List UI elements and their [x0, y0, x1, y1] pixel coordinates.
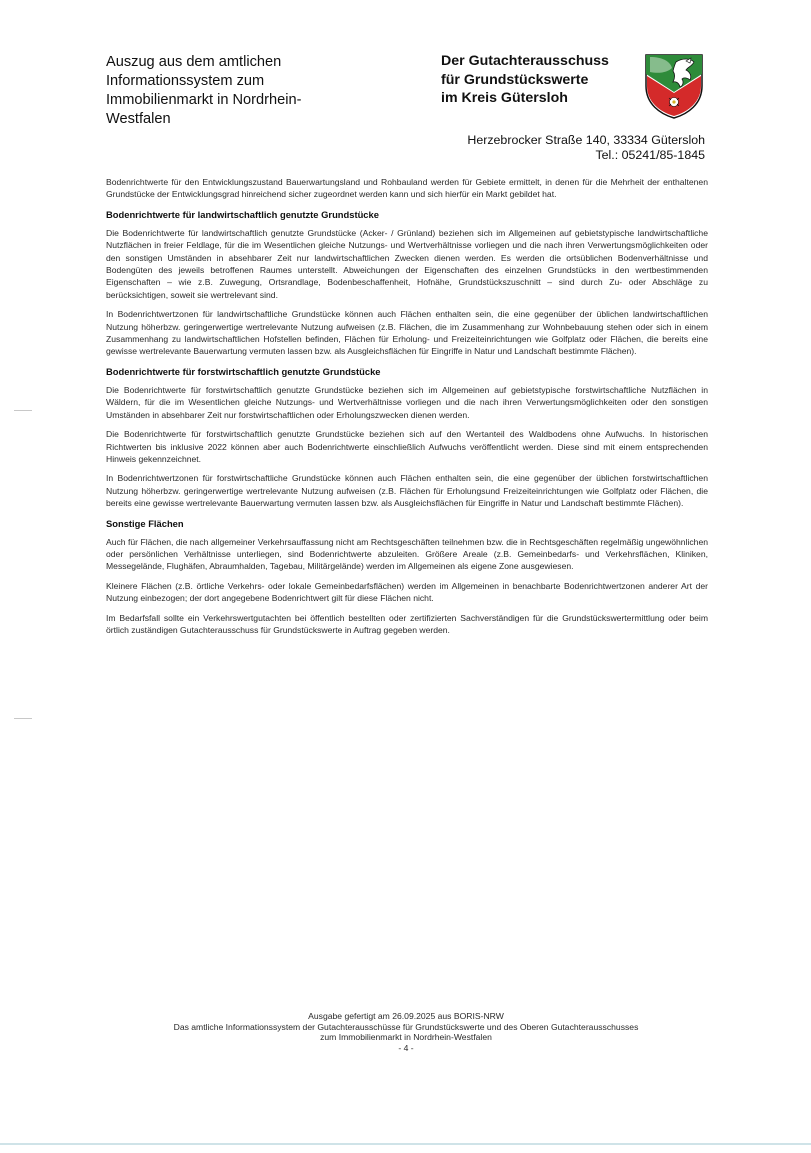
section-heading-agriculture: Bodenrichtwerte für landwirtschaftlich genutzte Grundstücke [106, 208, 379, 220]
source-title [106, 53, 356, 129]
phone-line: Tel.: 05241/85-1845 [595, 148, 705, 162]
page-number: - 4 - [398, 1042, 414, 1053]
paragraph: Die Bodenrichtwerte für forstwirtschaftlich genutzte Grundstücke beziehen sich auf den Wertanteil des Waldbodens ohne Aufwuchs. In historischen Richtwerten bis inklusive 2022 können aber auch Bodenrichtwerte einschließlich Aufwuchs veröffentlicht werden. Diese sind mit einem entsprechenden Hinweis gekennzeichnet. [106, 429, 708, 464]
source-title-line: Informationssystem zum [106, 73, 265, 89]
issuer-title-line: für Grundstückswerte [441, 71, 589, 88]
source-title-line: Auszug aus dem amtlichen [106, 54, 282, 70]
scan-edge-line [0, 1143, 811, 1145]
issuer-title [441, 52, 641, 108]
address-line: Herzebrocker Straße 140, 33334 Gütersloh [467, 133, 705, 147]
paragraph: Die Bodenrichtwerte für landwirtschaftlich genutzte Grundstücke (Acker- / Grünland) beziehen sich im Allgemeinen auf gebietstypische landwirtschaftliche Nutzflächen in freier Feldlage, für die im Wesentlichen gleiche Nutzungs- und Wertverhältnisse vorliegen und die nach ihren Verwertungsmöglichkeiten oder den sonstigen Umständen in absehbarer Zeit nur landwirtschaftlichen Zwecken dienen werden. Es werden die ortsüblichen Bodenverhältnisse und Bodengüten des jeweils betroffenen Raumes unterstellt. Abweichungen der Eigenschaften des einzelnen Grundstücks in den wertbestimmenden Eigenschaften – wie z.B. Zuwegung, Ortsrandlage, Bodenbeschaffenheit, Hofnähe, Grundstückszuschnitt – sind durch Zu- oder Abschläge zu berücksichtigen, soweit sie wertrelevant sind. [106, 227, 708, 300]
section-heading-other: Sonstige Flächen [106, 517, 184, 529]
document-body [106, 176, 708, 643]
footer-line: Das amtliche Informationssystem der Gutachterausschüsse für Grundstückswerte und des Oberen Gutachterausschusses [173, 1021, 639, 1032]
issuer-title-line: Der Gutachterausschuss [441, 53, 609, 69]
section-heading-forestry: Bodenrichtwerte für forstwirtschaftlich genutzte Grundstücke [106, 365, 381, 377]
footer-line: zum Immobilienmarkt in Nordrhein-Westfalen [320, 1032, 492, 1043]
source-title-line: Westfalen [106, 111, 171, 127]
footer-line: Ausgabe gefertigt am 26.09.2025 aus BORIS-NRW [308, 1011, 504, 1021]
paragraph: Kleinere Flächen (z.B. örtliche Verkehrs- oder lokale Gemeinbedarfsflächen) werden im Allgemeinen in benachbarte Bodenrichtwertzonen anderer Art der Nutzung einbezogen; der dort angegebene Bodenrichtwert gilt für diese Flächen nicht. [106, 580, 708, 604]
punch-mark [14, 410, 32, 411]
paragraph: Im Bedarfsfall sollte ein Verkehrswertgutachten bei öffentlich bestellten oder zertifizierten Sachverständigen für die Grundstückswertermittlung oder beim örtlich zuständigen Gutachterausschuss für Grundstückswerte in Auftrag gegeben werden. [106, 612, 708, 635]
issuer-address [467, 133, 705, 163]
page-footer [100, 1011, 712, 1053]
paragraph: In Bodenrichtwertzonen für forstwirtschaftliche Grundstücke können auch Flächen enthalten sein, die eine gegenüber der üblichen forstwirtschaftlichen Nutzung höherbzw. geringerwertige wertrelevante Nutzung aufweisen (z.B. Flächen für Erholungsund Freizeiteinrichtungen wie Golfplatz oder Flächen, die bereits eine gewisse wertrelevante Bauerwartung vermuten lassen bzw. als Ausgleichsflächen für Eingriffe in Natur und Landschaft bestimmte Flächen). [106, 473, 708, 509]
issuer-title-line: im Kreis Gütersloh [441, 90, 568, 106]
intro-paragraph: Bodenrichtwerte für den Entwicklungszustand Bauerwartungsland und Rohbauland werden für Gebiete ermittelt, in denen für die Mehrheit der enthaltenen Grundstücke der Entwicklungsgrad hinreichend sicher zugeordnet werden kann und sich hierfür ein Markt gebildet hat. [106, 177, 708, 200]
paragraph: Auch für Flächen, die nach allgemeiner Verkehrsauffassung nicht am Rechtsgeschäften teilnehmen bzw. die in Rechtsgeschäften regelmäßig ungewöhnlichen oder persönlichen Verhältnisse unterliegen, sind Bodenrichtwerte abzuleiten. Größere Areale (z.B. Gemeinbedarfs- und Verkehrsflächen, Kliniken, Messegelände, Flughäfen, Abraumhalden, Tagebau, Militärgelände) werden im Allgemeinen als eigene Zone ausgewiesen. [106, 536, 708, 572]
punch-mark [14, 718, 32, 719]
source-title-line: Immobilienmarkt in Nordrhein- [106, 92, 302, 108]
paragraph: Die Bodenrichtwerte für forstwirtschaftlich genutzte Grundstücke beziehen sich im Allgemeinen auf gebietstypische forstwirtschaftliche Nutzflächen in Wäldern, für die im Wesentlichen gleiche Nutzungs- und Wertverhältnisse vorliegen und die nach ihren Verwertungsmöglichkeiten oder den sonstigen Umständen in absehbarer Zeit nur forstwirtschaftlichen oder Erholungszwecken dienen werden. [106, 384, 708, 420]
paragraph: In Bodenrichtwertzonen für landwirtschaftliche Grundstücke können auch Flächen enthalten sein, die eine gegenüber der üblichen landwirtschaftlichen Nutzung höherbzw. geringerwertige wertrelevante Nutzung aufweisen (z.B. Flächen, die im Zusammenhang zur Wohnbebauung stehen oder sich in einem Zusammenhang zu landwirtschaftlichen Hofstellen befinden, Flächen für Erholung- und Freizeiteinrichtungen wie Golfplatz oder Flächen, die bereits eine gewisse wertrelevante Bauerwartung vermuten lassen bzw. als Ausgleichsflächen für Eingriffe in Natur und Landschaft bestimmte Flächen). [106, 309, 708, 357]
nrw-coat-of-arms-icon [642, 52, 706, 120]
